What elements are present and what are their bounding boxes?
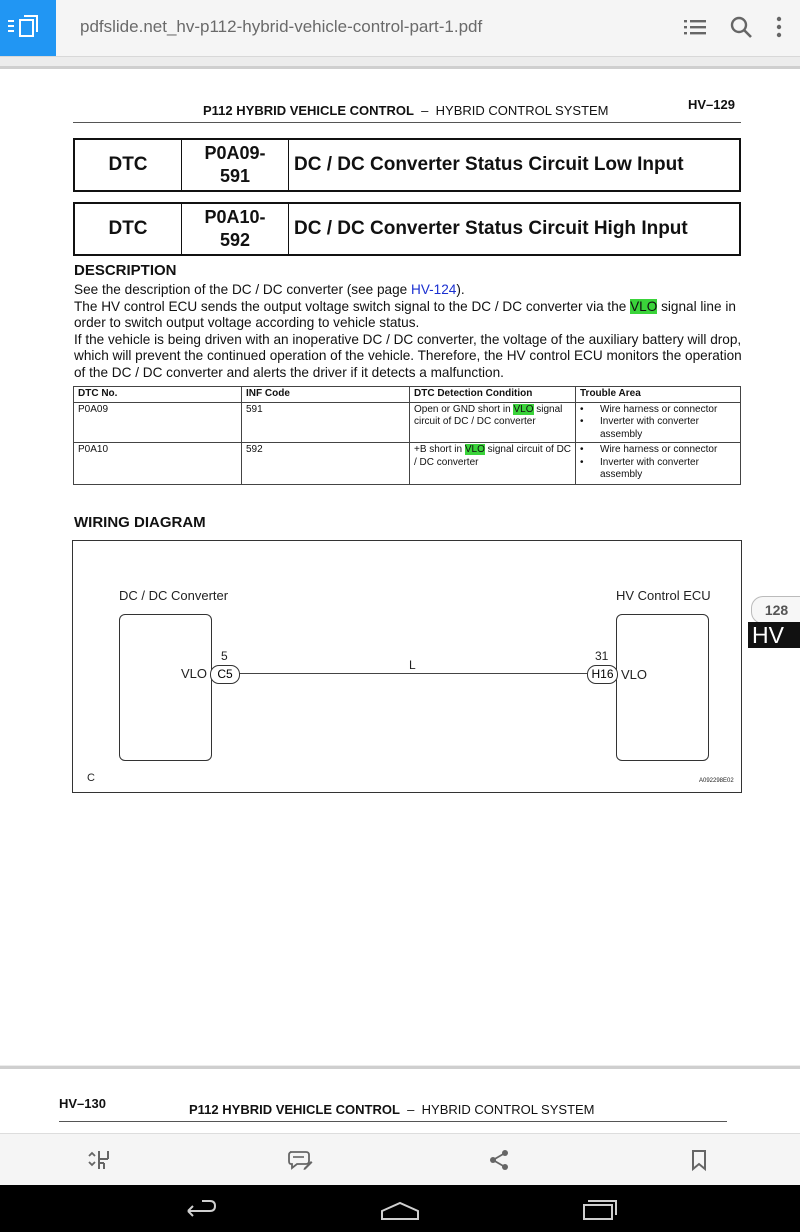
bottom-toolbar (0, 1133, 800, 1186)
inf-code-table (73, 386, 741, 485)
bookmark-icon[interactable] (690, 1148, 708, 1172)
reflow-icon[interactable] (87, 1148, 111, 1172)
toc-list-icon[interactable] (684, 15, 706, 39)
left-component-label: DC / DC Converter (119, 588, 229, 603)
search-highlight: VLO (513, 403, 534, 415)
left-signal-label: VLO (181, 666, 208, 681)
page-header-title: P112 HYBRID VEHICLE CONTROL – HYBRID CONTROL SYSTEM (189, 1102, 595, 1117)
page-number: HV–130 (59, 1096, 106, 1111)
side-page-tab[interactable]: 128 (751, 596, 800, 624)
header-rule (59, 1121, 727, 1122)
header-rule (73, 122, 741, 123)
right-signal-label: VLO (621, 667, 648, 682)
wiring-diagram (72, 540, 742, 793)
hv-control-ecu-box (616, 614, 709, 761)
app-menu-icon (8, 14, 42, 40)
description-heading: DESCRIPTION (74, 262, 177, 279)
description-text: See the description of the DC / DC converter (see page HV-124). The HV control ECU sends the output voltage switch signal to the DC / DC converter via the VLO signal line in order to switch output voltage according to vehicle status. If the vehicle is being driven with an inoperative DC / DC converter, the voltage of the auxiliary battery will drop, which will prevent the continued operation of the vehicle. Therefore, the HV control ECU monitors the operation of the DC / DC converter and alerts the driver if it detects a malfunction. (74, 282, 742, 380)
system-nav-bar (0, 1185, 800, 1232)
page-number: HV–129 (688, 97, 735, 112)
document-title: pdfslide.net_hv-p112-hybrid-vehicle-control-part-1.pdf (80, 17, 483, 36)
top-app-bar (0, 0, 800, 57)
column-header: Trouble Area (576, 387, 741, 403)
page-link[interactable]: HV-124 (411, 282, 457, 297)
search-highlight: VLO (464, 444, 485, 455)
column-header: DTC Detection Condition (410, 387, 576, 403)
dtc-label: DTC (74, 139, 182, 191)
right-pin-number: 31 (595, 649, 609, 663)
dtc-code: P0A10- 592 (182, 203, 289, 255)
dtc-table (73, 138, 741, 192)
dtc-table (73, 202, 741, 256)
column-header: INF Code (242, 387, 410, 403)
left-pin-number: 5 (221, 649, 228, 663)
search-icon[interactable] (729, 15, 753, 39)
corner-label: C (87, 772, 95, 784)
page-header-title: P112 HYBRID VEHICLE CONTROL – HYBRID CONTROL SYSTEM (203, 103, 609, 118)
column-header: DTC No. (74, 387, 242, 403)
dc-dc-converter-box (119, 614, 212, 761)
figure-id: A092298E02 (699, 778, 734, 784)
side-section-tab[interactable]: HV (748, 622, 800, 648)
dtc-label: DTC (74, 203, 182, 255)
search-highlight: VLO (630, 298, 658, 314)
dtc-description: DC / DC Converter Status Circuit High Input (289, 203, 741, 255)
home-icon[interactable] (380, 1195, 420, 1223)
signal-wire (239, 673, 587, 674)
table-row: P0A09 591 Open or GND short in VLO signal circuit of DC / DC converter • Wire harness or connector • Inverter with converter assembly (74, 402, 741, 443)
dtc-code: P0A09- 591 (182, 139, 289, 191)
right-component-label: HV Control ECU (616, 588, 711, 603)
app-menu-button[interactable] (0, 0, 56, 56)
dtc-description: DC / DC Converter Status Circuit Low Input (289, 139, 741, 191)
comment-icon[interactable] (287, 1148, 313, 1172)
share-icon[interactable] (488, 1148, 510, 1172)
more-vert-icon[interactable] (774, 15, 784, 39)
wiring-diagram-heading: WIRING DIAGRAM (74, 514, 206, 531)
left-connector: C5 (210, 665, 240, 684)
table-row: P0A10 592 +B short in VLO signal circuit of DC / DC converter • Wire harness or connector • Inverter with converter assembly (74, 443, 741, 485)
pdf-page-next[interactable] (0, 1066, 800, 1133)
recents-icon[interactable] (580, 1195, 620, 1223)
wire-color-label: L (409, 658, 416, 672)
back-icon[interactable] (180, 1195, 220, 1223)
right-connector: H16 (587, 665, 618, 684)
